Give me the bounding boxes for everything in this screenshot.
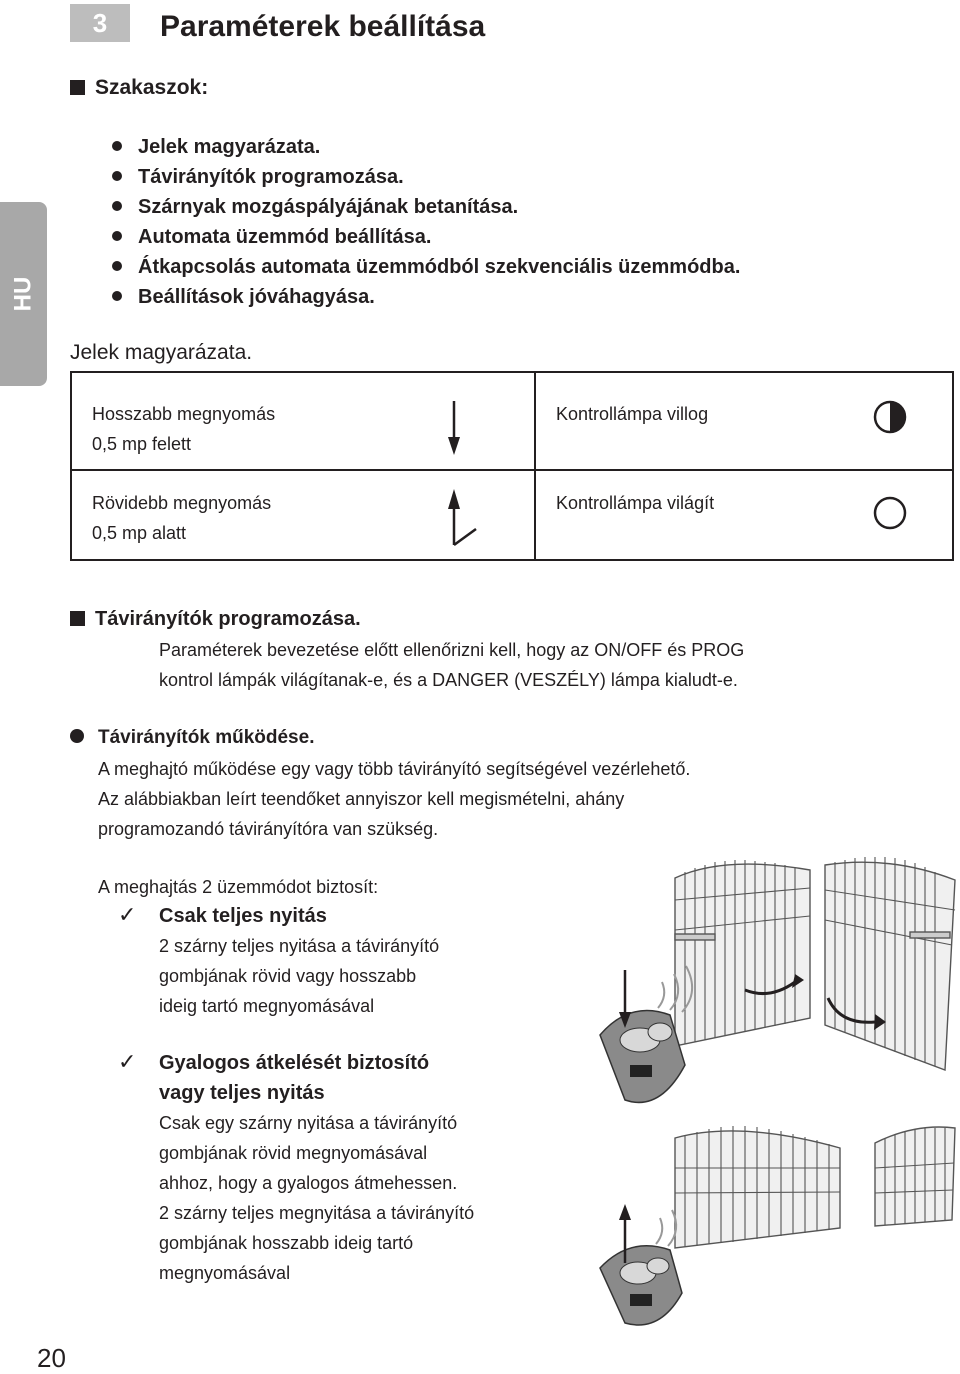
list-item: Jelek magyarázata.: [112, 134, 740, 164]
legend-heading: Jelek magyarázata.: [70, 341, 253, 364]
page-title: Paraméterek beállítása: [160, 10, 486, 43]
long-press-arrow-icon: [436, 399, 476, 457]
table-divider: [534, 373, 536, 559]
page-number: 20: [37, 1343, 66, 1373]
checkmark-icon: ✓: [118, 1049, 137, 1074]
table-divider: [72, 469, 952, 471]
lamp-on-label: Kontrollámpa világít: [556, 493, 715, 513]
empty-circle-icon: [872, 495, 908, 531]
symbol-legend-table: [70, 371, 954, 561]
half-filled-circle-icon: [872, 399, 908, 435]
language-side-tab: [0, 202, 47, 386]
square-bullet-icon: [70, 611, 85, 626]
long-press-label: Hosszabb megnyomás 0,5 mp felett: [92, 404, 276, 454]
remote-operation-heading: Távirányítók működése.: [70, 727, 314, 749]
short-press-label: Rövidebb megnyomás 0,5 mp alatt: [92, 493, 272, 543]
lamp-blink-label: Kontrollámpa villog: [556, 404, 709, 424]
sections-list: [112, 134, 740, 314]
language-tab-label: HU: [9, 276, 37, 312]
modes-intro: A meghajtás 2 üzemmódot biztosít:: [98, 877, 379, 897]
remote-programming-heading: Távirányítók programozása.: [70, 608, 361, 631]
round-bullet-icon: [70, 729, 84, 743]
remote-programming-text: Paraméterek bevezetése előtt ellenőrizni kell, hogy az ON/OFF és PROG kontrol lámpák világítanak-e, és a DANGER (VESZÉLY) lámpa kialudt-e.: [159, 640, 745, 690]
list-item: Automata üzemmód beállítása.: [112, 224, 740, 254]
list-item: Beállítások jóváhagyása.: [112, 284, 740, 314]
mode-full-open: Csak teljes nyitás 2 szárny teljes nyitása a távirányító gombjának rövid vagy hosszabb ideig tartó megnyomásával: [159, 905, 440, 1016]
mode-pedestrian-or-full: Gyalogos átkelését biztosító vagy teljes nyitás Csak egy szárny nyitása a távirányító gombjának rövid megnyomásával ahhoz, hogy a gyalogos átmehessen. 2 szárny teljes megnyitása a távirányító gombjának hosszabb ideig tartó megnyomásával: [159, 1052, 475, 1283]
list-item: Szárnyak mozgáspályájának betanítása.: [112, 194, 740, 224]
list-item: Átkapcsolás automata üzemmódból szekvenciális üzemmódba.: [112, 254, 740, 284]
list-item: Távirányítók programozása.: [112, 164, 740, 194]
sections-heading: Szakaszok:: [70, 76, 208, 100]
double-gate-full-open-illustration: [570, 850, 960, 1115]
square-bullet-icon: [70, 80, 85, 95]
pedestrian-gate-open-illustration: [570, 1108, 960, 1333]
short-press-arrow-icon: [436, 487, 486, 549]
chapter-number-box: 3: [70, 4, 130, 42]
remote-operation-text: A meghajtó működése egy vagy több távirányító segítségével vezérlehető. Az alábbiakban leírt teendőket annyiszor kell megismételni, ahány programozandó távirányítóra van szükség.: [98, 759, 691, 839]
checkmark-icon: ✓: [118, 902, 137, 927]
